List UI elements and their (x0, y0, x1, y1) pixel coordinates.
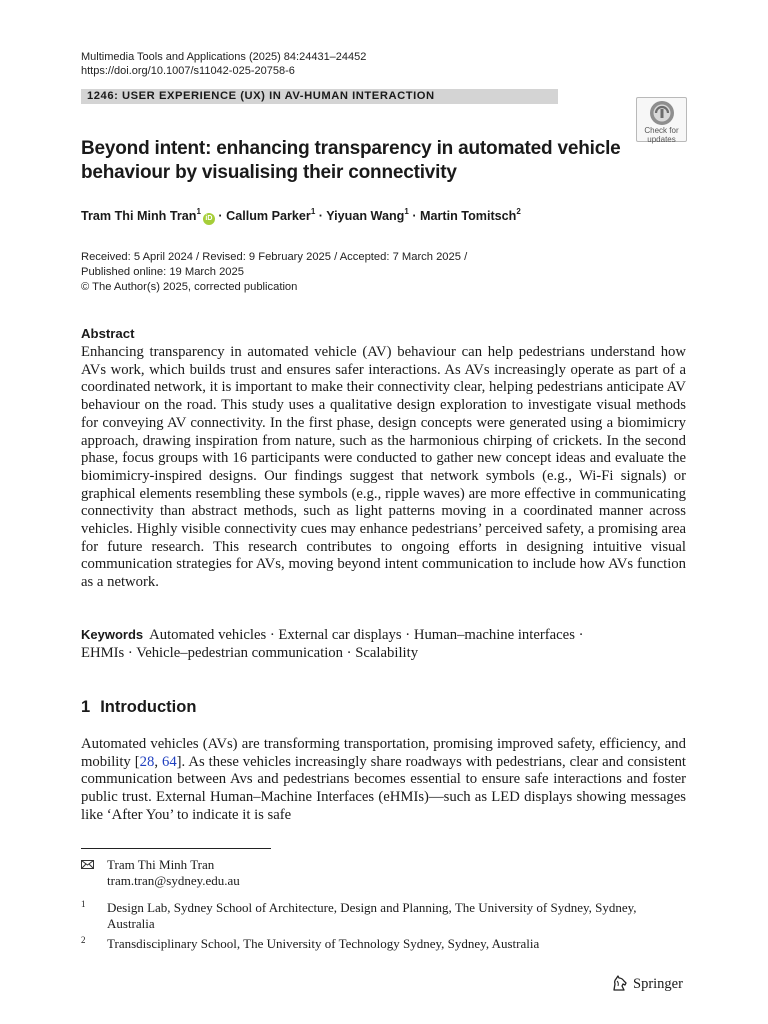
doi-link[interactable]: https://doi.org/10.1007/s11042-025-20758-6 (81, 65, 295, 77)
paper-title (81, 137, 671, 185)
keywords-line-2: EHMIs · Vehicle–pedestrian communication · Scalability (81, 644, 419, 661)
springer-horse-icon (611, 975, 628, 992)
author-name[interactable]: Yiyuan Wang (326, 209, 405, 223)
author-separator: · (408, 209, 421, 223)
title-line-2: behaviour by visualising their connectivity (81, 162, 457, 183)
affiliation-number: 1 (81, 899, 86, 909)
affiliation-marker: 1 (196, 207, 201, 216)
author-separator: · (214, 209, 227, 223)
correspondence-name: Tram Thi Minh Tran (107, 857, 215, 872)
affiliation-number: 2 (81, 935, 86, 945)
dates-line-1: Received: 5 April 2024 / Revised: 9 February 2025 / Accepted: 7 March 2025 / (81, 251, 468, 263)
keywords-block (81, 626, 686, 662)
citation-separator: , (154, 753, 162, 770)
check-for-updates-icon (649, 100, 675, 126)
journal-citation: Multimedia Tools and Applications (2025) 84:24431–24452 (81, 51, 367, 63)
affiliation-text: Design Lab, Sydney School of Architecture, Design and Planning, The University of Sydney, Sydney, Australia (107, 900, 637, 931)
title-line-1: Beyond intent: enhancing transparency in automated vehicle (81, 138, 621, 159)
author-list (81, 207, 701, 225)
badge-text-line1: Check for (644, 126, 679, 135)
keywords-label: Keywords (81, 627, 144, 642)
keywords-line-1: Automated vehicles · External car displays · Human–machine interfaces · (149, 627, 584, 643)
affiliation-marker: 1 (404, 207, 409, 216)
badge-text-line2: updates (647, 135, 676, 144)
correspondence-email[interactable]: tram.tran@sydney.edu.au (107, 872, 240, 888)
publication-dates (81, 250, 467, 295)
abstract-text: Enhancing transparency in automated vehicle (AV) behaviour can help pedestrians understand how AVs work, which builds trust and ensures safer interactions. As AVs increasingly operate as part of a coordinated network, it is important to make their connectivity clear, helping pedestrians anticipate AV behaviour on the road. This study uses a qualitative design exploration to investigate visual methods for conveying AV connectivity. In the first phase, design concepts were generated using a biomimicry approach, drawing inspiration from nature, such as the harmonious chirping of crickets. In the second phase, focus groups with 16 participants were conducted to gather new concept ideas and evaluate the biomimicry-inspired designs. Our findings suggest that network symbols (e.g., Wi-Fi signals) or graphical elements resembling these symbols (e.g., ripple waves) are more effective in communicating connectivity than abstract methods, such as light patterns moving in a coordinated manner across vehicles. Highly visible connectivity cues may enhance pedestrians’ perceived safety, a promising area for future research. This research contributes to ongoing efforts in designing intuitive visual communication strategies for AVs, moving beyond intent communication to include how AVs function as a network. (81, 344, 686, 591)
footnote-divider (81, 848, 271, 849)
abstract-heading: Abstract (81, 326, 135, 341)
affiliation-marker: 2 (516, 207, 521, 216)
citation-link[interactable]: 28 (139, 753, 155, 770)
section-label: 1246: USER EXPERIENCE (UX) IN AV-HUMAN INTERACTION (81, 89, 558, 104)
copyright-line: © The Author(s) 2025, corrected publication (81, 281, 298, 293)
affiliation-text: Transdisciplinary School, The University of Technology Sydney, Sydney, Australia (107, 936, 540, 951)
intro-text-part-1: Automated vehicles (AVs) are transforming transportation, promising improved safety, efficiency, and mobility [ (81, 736, 686, 770)
publisher-name: Springer (633, 976, 683, 992)
section-heading-introduction (81, 697, 196, 717)
envelope-icon (81, 860, 94, 869)
author-name[interactable]: Tram Thi Minh Tran (81, 209, 197, 223)
section-number: 1 (81, 698, 91, 716)
author-name[interactable]: Callum Parker (226, 209, 311, 223)
dates-line-2: Published online: 19 March 2025 (81, 266, 244, 278)
orcid-icon[interactable]: iD (203, 213, 215, 225)
intro-text-part-2: ]. As these vehicles increasingly share roadways with pedestrians, clear and consistent communication between Avs and pedestrians becomes essential to ensure safe interactions and foster public trust. External Human–Machine Interfaces (eHMIs)—such as LED displays showing messages like ‘After You’ to indicate it is safe (81, 753, 687, 823)
check-for-updates-badge[interactable] (636, 97, 687, 142)
correspondence-details (107, 857, 240, 888)
section-title: Introduction (100, 698, 197, 716)
introduction-text (81, 736, 686, 825)
citation-link[interactable]: 64 (161, 753, 177, 770)
affiliation-marker: 1 (310, 207, 316, 216)
author-separator: · (315, 209, 327, 223)
author-name[interactable]: Martin Tomitsch (420, 209, 517, 223)
